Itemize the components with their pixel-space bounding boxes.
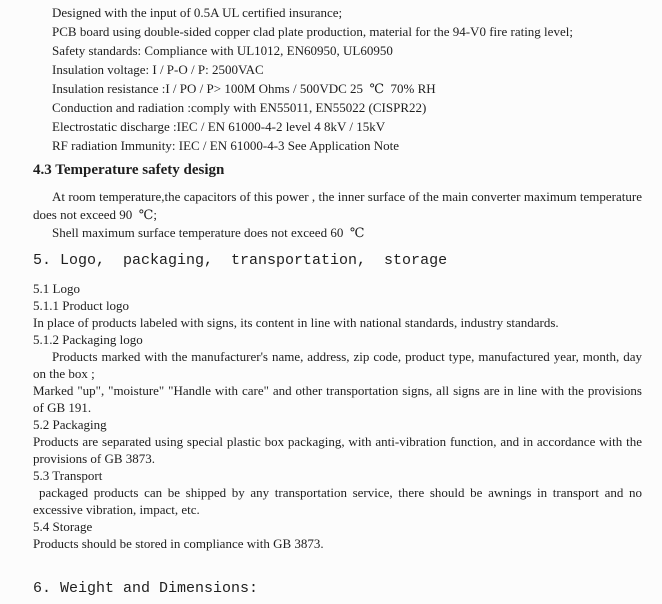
section-6-heading: 6. Weight and Dimensions: (33, 580, 259, 597)
spec-line-pcb: PCB board using double-sided copper clad plate production, material for the 94-V0 fire rating level; (52, 24, 573, 39)
subsection-5-1-2-title: 5.1.2 Packaging logo (33, 332, 143, 347)
subsection-5-1-title: 5.1 Logo (33, 281, 80, 296)
temperature-room-paragraph: At room temperature,the capacitors of this power , the inner surface of the main converter maximum temperature does not exceed 90 ℃; (33, 189, 646, 222)
section-5-heading: 5. Logo, packaging, transportation, storage (33, 252, 448, 269)
subsection-5-4-title: 5.4 Storage (33, 519, 93, 534)
temperature-shell-paragraph: Shell maximum surface temperature does not exceed 60 ℃ (52, 225, 365, 240)
subsection-5-1-1-text: In place of products labeled with signs, its content in line with national standards, industry standards. (33, 315, 559, 330)
spec-line-insulation-resistance: Insulation resistance :I / PO / P> 100M Ohms / 500VDC 25 ℃ 70% RH (52, 81, 436, 96)
safety-spec-list (52, 3, 642, 155)
spec-line-safety-standards: Safety standards: Compliance with UL1012, EN60950, UL60950 (52, 43, 393, 58)
spec-line-conduction-radiation: Conduction and radiation :comply with EN55011, EN55022 (CISPR22) (52, 100, 427, 115)
subsection-5-1-1-title: 5.1.1 Product logo (33, 298, 130, 313)
packaging-paragraph: Products are separated using special plastic box packaging, with anti-vibration function, and in accordance with the provisions of GB 3873. (33, 434, 646, 466)
section-4-3-heading: 4.3 Temperature safety design (33, 162, 225, 178)
section-5-body (33, 280, 646, 552)
subsection-5-2-title: 5.2 Packaging (33, 417, 107, 432)
subsection-5-3-title: 5.3 Transport (33, 468, 103, 483)
storage-text: Products should be stored in compliance with GB 3873. (33, 536, 324, 551)
spec-line-insulation-voltage: Insulation voltage: I / P-O / P: 2500VAC (52, 62, 264, 77)
packaging-logo-paragraph-2: Marked "up", "moisture" "Handle with care" and other transportation signs, all signs are in line with the provisions of GB 191. (33, 383, 646, 415)
spec-line-electrostatic-discharge: Electrostatic discharge :IEC / EN 61000-4-2 level 4 8kV / 15kV (52, 119, 386, 134)
packaging-logo-paragraph-1: Products marked with the manufacturer's name, address, zip code, product type, manufactured year, month, day on the box ; (33, 349, 646, 381)
spec-line-rf-immunity: RF radiation Immunity: IEC / EN 61000-4-3 See Application Note (52, 138, 399, 153)
transport-paragraph: packaged products can be shipped by any transportation service, there should be awnings in transport and no excessive vibration, impact, etc. (33, 485, 646, 517)
spec-line-insurance: Designed with the input of 0.5A UL certified insurance; (52, 5, 343, 20)
